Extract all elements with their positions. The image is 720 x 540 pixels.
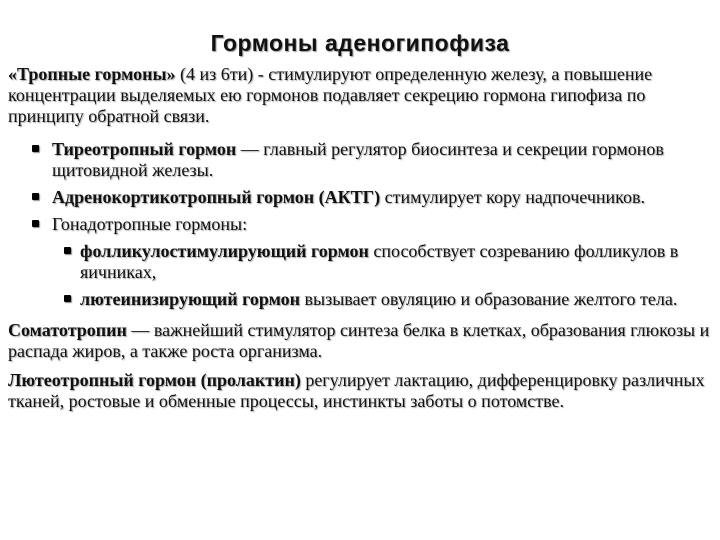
paragraph-text: — важнейший стимулятор синтеза белка в клетках, образования глюкозы и распада жиров, а также роста организма.: [8, 320, 710, 361]
bullet-item-acth: [8, 187, 712, 208]
sub-bullet-icon: [64, 247, 71, 254]
intro-count: (4 из 6ти): [175, 64, 258, 84]
slide-body: [8, 64, 712, 424]
bullet-term: Адренокортикотропный гормон (АКТГ): [52, 187, 381, 207]
sub-bullet-icon: [64, 295, 71, 302]
bullet-text: — главный регулятор биосинтеза и секреции гормонов щитовидной железы.: [52, 139, 664, 180]
sub-bullet-text: вызывает овуляцию и образование желтого тела.: [300, 289, 678, 309]
sub-bullet-text: способствует созреванию фолликулов в яичниках,: [80, 241, 679, 282]
bullet-item-tsh: [8, 139, 712, 181]
bullet-text: стимулирует кору надпочечников.: [380, 187, 645, 207]
paragraph-term: Соматотропин: [8, 320, 127, 340]
intro-text: - стимулируют определенную железу, а повышение концентрации выделяемых ею гормонов подавляет секрецию гормона гипофиза по принципу обратной связи.: [8, 64, 653, 126]
slide-title: Гормоны аденогипофиза: [210, 30, 510, 56]
bullet-text: Гонадотропные гормоны:: [52, 214, 248, 234]
sub-bullet-item-lh: [8, 289, 712, 310]
bullet-item-gonadotropins: [8, 214, 712, 235]
paragraph-text: регулирует лактацию, дифференцировку различных тканей, ростовые и обменные процессы, инстинкты заботы о потомстве.: [8, 370, 705, 411]
paragraph-term: Лютеотропный гормон (пролактин): [8, 370, 301, 390]
bullet-term: Тиреотропный гормон: [52, 139, 237, 159]
sub-bullet-term: лютеинизирующий гормон: [80, 289, 300, 309]
bullet-icon: [32, 220, 39, 227]
intro-paragraph: [8, 64, 712, 127]
bullet-icon: [32, 145, 39, 152]
bullet-icon: [32, 193, 39, 200]
sub-bullet-item-fsh: [8, 241, 712, 283]
somatotropin-paragraph: [8, 320, 712, 362]
sub-bullet-term: фолликулостимулирующий гормон: [80, 241, 369, 261]
prolactin-paragraph: [8, 370, 712, 412]
intro-term: «Тропные гормоны»: [8, 64, 176, 84]
